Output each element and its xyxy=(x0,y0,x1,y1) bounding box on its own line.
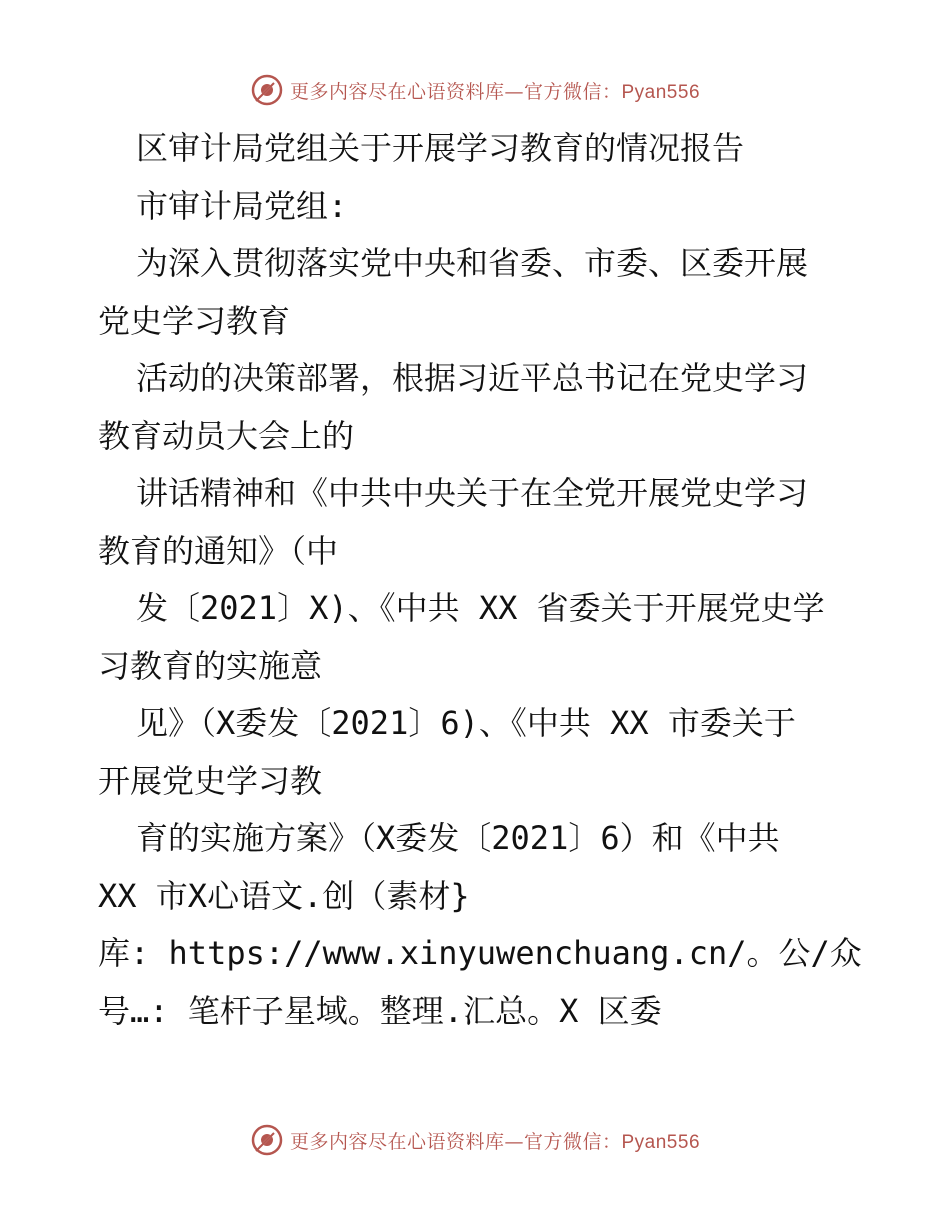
document-line: 习教育的实施意 xyxy=(98,646,323,685)
document-line: 库: https://www.xinyuwenchuang.cn/。公/众 xyxy=(98,934,862,972)
document-line: 活动的决策部署，根据习近平总书记在党史学习 xyxy=(136,359,809,397)
document-line: 号…: 笔杆子星域。整理.汇总。X 区委 xyxy=(98,991,662,1030)
document-line: 讲话精神和《中共中央关于在全党开展党史学习 xyxy=(136,474,809,512)
document-title: 区审计局党组关于开展学习教育的情况报告 xyxy=(136,129,745,167)
header-banner-label: 更多内容尽在心语资料库—官方微信： xyxy=(289,80,622,103)
document-line: 教育的通知》（中 xyxy=(98,531,339,570)
document-line: 发〔2021〕X)、《中共 XX 省委关于开展党史学 xyxy=(136,589,825,627)
document-body xyxy=(98,120,868,1040)
document-line: 党史学习教育 xyxy=(98,301,291,340)
header-banner xyxy=(0,70,950,110)
header-banner-text xyxy=(290,77,700,104)
brand-logo-icon xyxy=(250,73,284,107)
document-line: 为深入贯彻落实党中央和省委、市委、区委开展 xyxy=(136,244,809,282)
document-line: 市审计局党组: xyxy=(136,186,348,225)
footer-banner-wechat: Pyan556 xyxy=(621,1131,701,1153)
document-line: 育的实施方案》（X委发〔2021〕6）和《中共 xyxy=(136,819,780,857)
document-line: XX 市X心语文.创（素材} xyxy=(98,876,470,915)
document-line: 开展党史学习教 xyxy=(98,761,323,800)
brand-logo-icon xyxy=(250,1123,284,1157)
footer-banner xyxy=(0,1120,950,1160)
footer-banner-label: 更多内容尽在心语资料库—官方微信： xyxy=(289,1130,622,1153)
document-line: 见》（X委发〔2021〕6)、《中共 XX 市委关于 xyxy=(136,704,796,742)
footer-banner-text xyxy=(290,1127,700,1154)
document-line: 教育动员大会上的 xyxy=(98,416,355,455)
header-banner-wechat: Pyan556 xyxy=(621,81,701,103)
